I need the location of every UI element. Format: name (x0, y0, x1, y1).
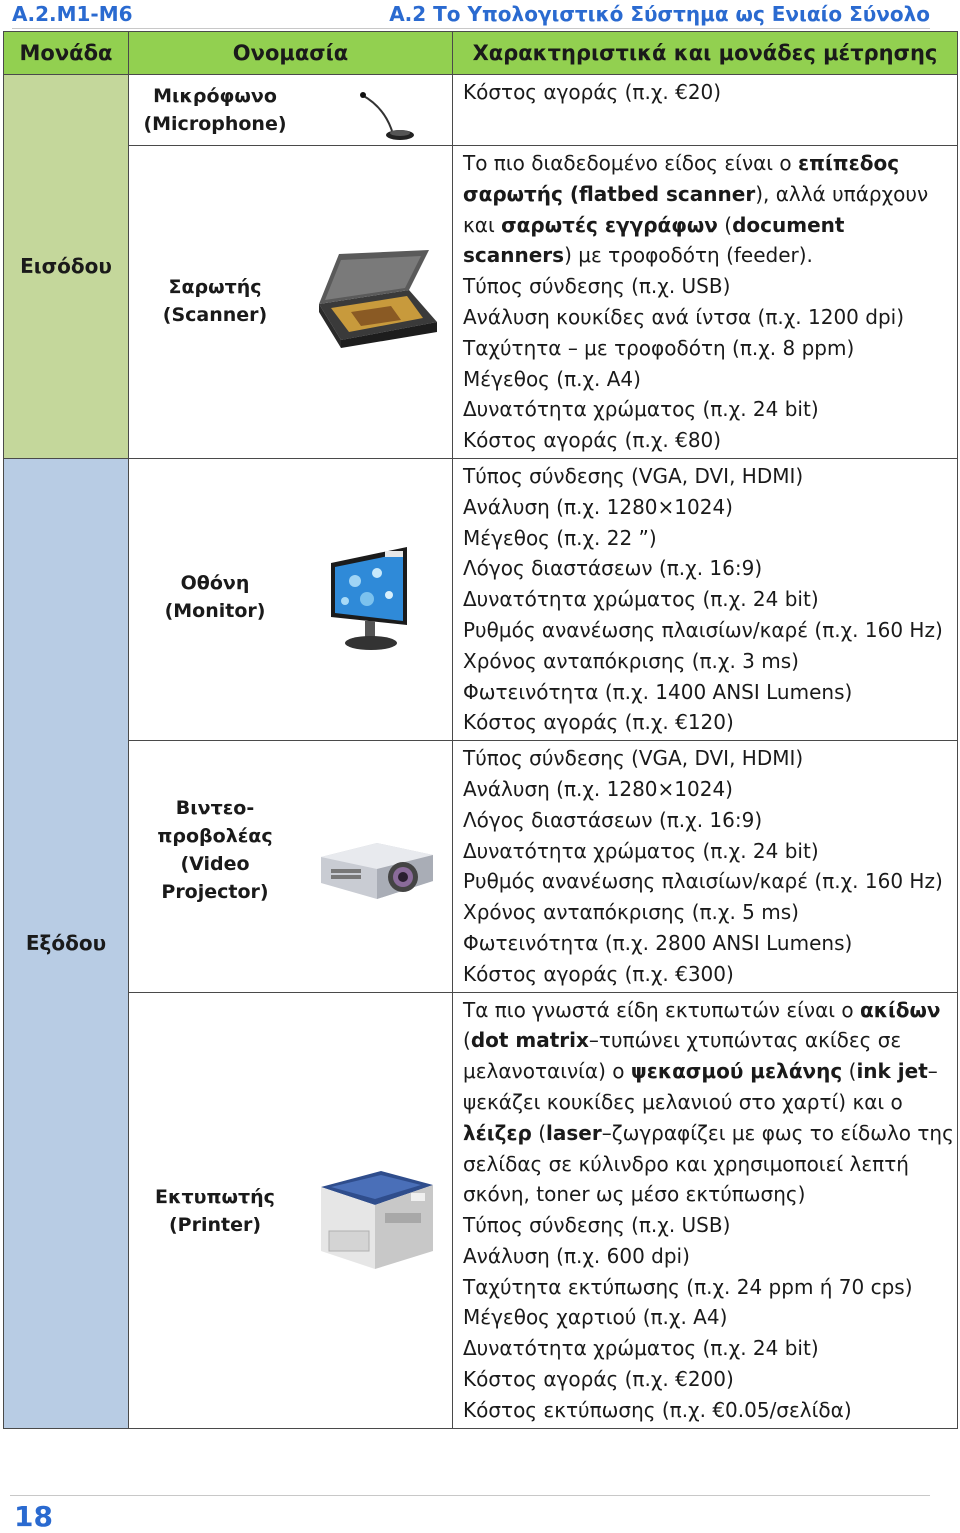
spec-line: Ρυθμός ανανέωσης πλαισίων/καρέ (π.χ. 160 Hz) (463, 617, 943, 642)
device-name-line: (Scanner) (162, 304, 268, 326)
spec-line: Κόστος αγοράς (π.χ. €300) (463, 961, 734, 986)
specs-scanner (453, 146, 958, 459)
spec-line: Χρόνος ανταπόκρισης (π.χ. 3 ms) (463, 648, 799, 673)
table-row-microphone (4, 75, 958, 146)
device-name-line: προβολέας (157, 825, 273, 848)
table-row-printer (4, 992, 958, 1428)
spec-line: ψεκάζει κουκίδες μελανιού στο χαρτί) και ο (463, 1089, 903, 1114)
device-name-line: Projector) (161, 881, 269, 904)
spec-line: Μέγεθος (π.χ. A4) (463, 366, 641, 391)
spec-line: Φωτεινότητα (π.χ. 2800 ANSI Lumens) (463, 930, 853, 955)
peripherals-table (3, 31, 958, 1429)
spec-line: Ταχύτητα εκτύπωσης (π.χ. 24 ppm ή 70 cps) (463, 1274, 913, 1299)
spec-line: Ανάλυση (π.χ. 1280×1024) (463, 494, 733, 519)
table-header-row (4, 32, 958, 75)
spec-line: και σαρωτές εγγράφων (document (463, 212, 845, 237)
spec-line: σελίδας σε κύλινδρο και χρησιμοποιεί λεπτή (463, 1151, 909, 1176)
spec-line: Δυνατότητα χρώματος (π.χ. 24 bit) (463, 838, 819, 863)
specs-printer (453, 992, 958, 1428)
spec-line: Δυνατότητα χρώματος (π.χ. 24 bit) (463, 1336, 819, 1361)
monitor-icon (315, 543, 423, 655)
device-name-projector (129, 741, 453, 992)
spec-line: Δυνατότητα χρώματος (π.χ. 24 bit) (463, 397, 819, 422)
spec-line: Ρυθμός ανανέωσης πλαισίων/καρέ (π.χ. 160 Hz) (463, 869, 943, 894)
device-name-line: Εκτυπωτής (155, 1185, 275, 1208)
module-code: Α.2.Μ1-Μ6 (12, 2, 133, 26)
spec-line: Ανάλυση (π.χ. 1280×1024) (463, 776, 733, 801)
spec-line: Μέγεθος χαρτιού (π.χ. A4) (463, 1305, 728, 1330)
unit-input-label: Εισόδου (20, 254, 112, 279)
specs-monitor (453, 458, 958, 740)
spec-line: Κόστος αγοράς (π.χ. €120) (463, 710, 734, 735)
device-name-line: (Monitor) (164, 599, 266, 622)
spec-line: Κόστος αγοράς (π.χ. €80) (463, 428, 722, 453)
spec-line: Τύπος σύνδεσης (VGA, DVI, HDMI) (463, 746, 804, 771)
table-row-monitor (4, 458, 958, 740)
spec-line: Τα πιο γνωστά είδη εκτυπωτών είναι ο ακίδων (463, 997, 941, 1022)
scanner-icon (311, 248, 441, 348)
spec-line: Τύπος σύνδεσης (π.χ. USB) (463, 274, 731, 299)
spec-line: Λόγος διαστάσεων (π.χ. 16:9) (463, 556, 763, 581)
spec-line: Κόστος αγοράς (π.χ. €20) (463, 80, 722, 104)
spec-line: Δυνατότητα χρώματος (π.χ. 24 bit) (463, 587, 819, 612)
device-name-line: Οθόνη (180, 571, 250, 594)
table-row-scanner (4, 146, 958, 459)
spec-line: Ανάλυση (π.χ. 600 dpi) (463, 1243, 690, 1268)
unit-output-cell (4, 458, 129, 1428)
device-name-line: (Microphone) (143, 113, 287, 135)
spec-line: (dot matrix–τυπώνει χτυπώντας ακίδες σε (463, 1028, 902, 1053)
unit-input-cell (4, 75, 129, 459)
spec-line: Λόγος διαστάσεων (π.χ. 16:9) (463, 807, 763, 832)
device-name-scanner (129, 146, 453, 459)
footer-rule (10, 1495, 930, 1496)
spec-line: scanners) με τροφοδότη (feeder). (463, 243, 813, 268)
running-header (12, 0, 930, 29)
spec-line: σαρωτής (flatbed scanner), αλλά υπάρχουν (463, 181, 929, 206)
col-header-specs: Χαρακτηριστικά και μονάδες μέτρησης (453, 32, 958, 75)
device-name-line: Σαρωτής (168, 276, 262, 298)
projector-icon (317, 833, 437, 905)
device-name-printer (129, 992, 453, 1428)
spec-line: Χρόνος ανταπόκρισης (π.χ. 5 ms) (463, 900, 799, 925)
specs-microphone (453, 75, 958, 146)
col-header-name: Ονομασία (129, 32, 453, 75)
printer-icon (315, 1157, 439, 1273)
spec-line: Το πιο διαδεδομένο είδος είναι ο επίπεδος (463, 151, 900, 175)
spec-line: Μέγεθος (π.χ. 22 ”) (463, 525, 657, 550)
page-number: 18 (14, 1500, 53, 1533)
unit-output-label: Εξόδου (25, 931, 107, 956)
spec-line: Κόστος αγοράς (π.χ. €200) (463, 1367, 734, 1392)
spec-line: σκόνη, toner ως μέσο εκτύπωσης) (463, 1182, 806, 1207)
spec-line: μελανοταινία) ο ψεκασμού μελάνης (ink jet– (463, 1059, 938, 1084)
spec-line: λέιζερ (laser–ζωγραφίζει με φως το είδωλο της (463, 1120, 954, 1145)
spec-line: Τύπος σύνδεσης (VGA, DVI, HDMI) (463, 463, 804, 488)
device-name-line: (Printer) (168, 1213, 262, 1236)
device-name-monitor (129, 458, 453, 740)
spec-line: Ταχύτητα – με τροφοδότη (π.χ. 8 ppm) (463, 335, 855, 360)
spec-line: Κόστος εκτύπωσης (π.χ. €0.05/σελίδα) (463, 1397, 852, 1422)
spec-line: Φωτεινότητα (π.χ. 1400 ANSI Lumens) (463, 679, 853, 704)
chapter-title: Α.2 Το Υπολογιστικό Σύστημα ως Ενιαίο Σύνολο (389, 2, 930, 26)
col-header-unit: Μονάδα (4, 32, 129, 75)
device-name-microphone (129, 75, 453, 146)
device-name-line: Βιντεο- (175, 797, 255, 820)
spec-line: Τύπος σύνδεσης (π.χ. USB) (463, 1213, 731, 1238)
device-name-line: (Video (180, 853, 250, 876)
specs-projector (453, 741, 958, 992)
table-row-projector (4, 741, 958, 992)
microphone-icon (354, 89, 424, 145)
spec-line: Ανάλυση κουκίδες ανά ίντσα (π.χ. 1200 dpi) (463, 304, 905, 329)
device-name-line: Μικρόφωνο (153, 85, 277, 107)
